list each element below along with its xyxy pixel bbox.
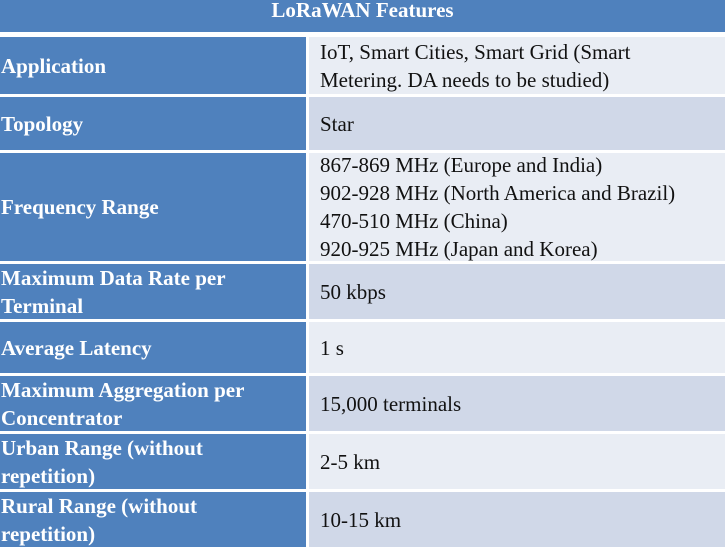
row-label: Rural Range (without repetition) — [0, 492, 306, 547]
row-label: Average Latency — [0, 322, 306, 373]
table-row — [0, 37, 725, 94]
row-value: 15,000 terminals — [309, 376, 725, 431]
table-row — [0, 434, 725, 489]
row-label: Frequency Range — [0, 153, 306, 261]
row-label: Maximum Data Rate per Terminal — [0, 264, 306, 319]
row-value: 2-5 km — [309, 434, 725, 489]
row-value: Star — [309, 97, 725, 150]
table-title: LoRaWAN Features — [0, 0, 725, 32]
table-row — [0, 153, 725, 261]
table-row — [0, 322, 725, 373]
row-value: 10-15 km — [309, 492, 725, 547]
row-label: Urban Range (without repetition) — [0, 434, 306, 489]
row-value: 1 s — [309, 322, 725, 373]
table-row — [0, 492, 725, 547]
table-row — [0, 376, 725, 431]
row-value: 867-869 MHz (Europe and India) 902-928 MHz (North America and Brazil) 470-510 MHz (China) 920-925 MHz (Japan and Korea) — [309, 153, 725, 261]
row-value: 50 kbps — [309, 264, 725, 319]
row-value: IoT, Smart Cities, Smart Grid (Smart Metering. DA needs to be studied) — [309, 37, 725, 94]
table-row — [0, 264, 725, 319]
row-label: Topology — [0, 97, 306, 150]
row-label: Application — [0, 37, 306, 94]
row-label: Maximum Aggregation per Concentrator — [0, 376, 306, 431]
table-row — [0, 97, 725, 150]
